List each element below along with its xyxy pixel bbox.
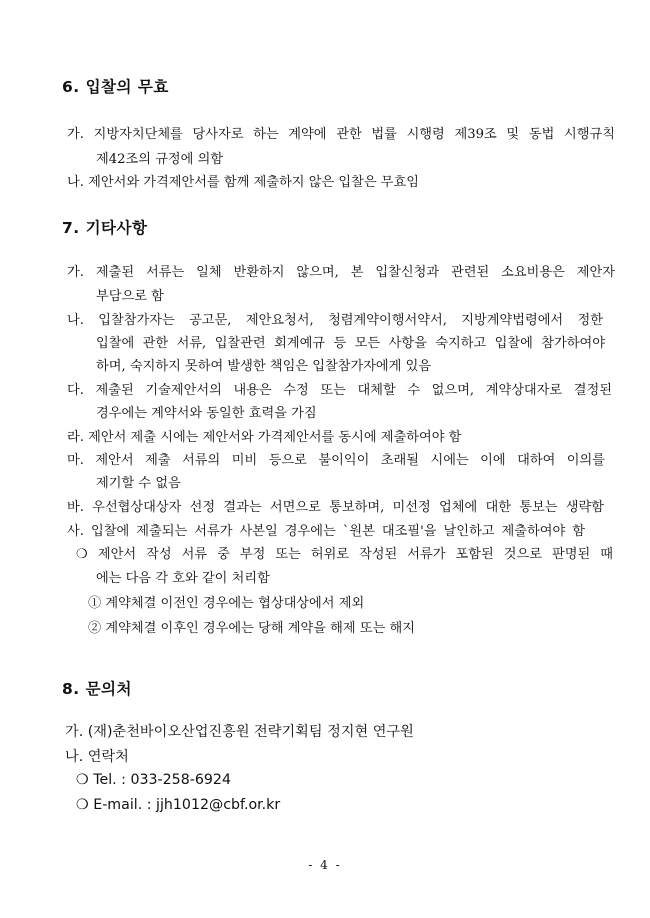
section-6-heading: 6. 입찰의 무효	[62, 78, 169, 96]
section-7-line: 나. 입찰참가자는 공고문, 제안요청서, 청렴계약이행서약서, 지방계약법령에서 정한	[67, 313, 603, 328]
contact-email: ❍ E-mail. : jjh1012@cbf.or.kr	[76, 797, 281, 813]
section-7-numbered-item: ② 계약체결 이후인 경우에는 당해 계약을 해제 또는 해지	[88, 621, 415, 636]
contact-phone: ❍ Tel. : 033-258-6924	[76, 772, 231, 788]
section-8-heading: 8. 문의처	[62, 680, 132, 698]
section-7-line: 에는 다음 각 호와 같이 처리함	[96, 571, 270, 586]
section-6-line: 제42조의 규정에 의함	[96, 152, 224, 167]
section-6-line: 가. 지방자치단체를 당사자로 하는 계약에 관한 법률 시행령 제39조 및 동법 시행규칙	[67, 127, 615, 142]
section-7-line: 다. 제출된 기술제안서의 내용은 수정 또는 대체할 수 없으며, 계약상대자로 결정된	[67, 383, 612, 398]
section-7-line: 사. 입찰에 제출되는 서류가 사본일 경우에는 `원본 대조필'을 날인하고 제출하여야 함	[67, 524, 585, 539]
section-7-line: 제기할 수 없음	[96, 476, 181, 491]
section-7-line: 부담으로 함	[96, 289, 164, 304]
contact-label: 나. 연락처	[65, 749, 129, 765]
section-7-line: 라. 제안서 제출 시에는 제안서와 가격제안서를 동시에 제출하여야 함	[67, 430, 462, 445]
section-7-line: 경우에는 계약서와 동일한 효력을 가짐	[96, 406, 317, 421]
section-7-line: 하며, 숙지하지 못하여 발생한 책임은 입찰참가자에게 있음	[96, 359, 432, 374]
section-7-line: 마. 제안서 제출 서류의 미비 등으로 불이익이 초래될 시에는 이에 대하여 이의를	[67, 453, 605, 468]
section-7-line: 가. 제출된 서류는 일체 반환하지 않으며, 본 입찰신청과 관련된 소요비용은 제안자	[67, 265, 615, 280]
section-7-heading: 7. 기타사항	[62, 219, 148, 237]
section-7-bullet-line: ❍ 제안서 작성 서류 중 부정 또는 허위로 작성된 서류가 포함된 것으로 판명된 때	[76, 547, 613, 562]
contact-organization: 가. (재)춘천바이오산업진흥원 전략기획팀 정지현 연구원	[65, 724, 414, 740]
section-7-line: 입찰에 관한 서류, 입찰관련 회계예규 등 모든 사항을 숙지하고 입찰에 참가하여야	[96, 336, 605, 351]
section-7-numbered-item: ① 계약체결 이전인 경우에는 협상대상에서 제외	[88, 596, 365, 611]
page-number: - 4 -	[308, 858, 342, 872]
section-6-line: 나. 제안서와 가격제안서를 함께 제출하지 않은 입찰은 무효임	[67, 175, 420, 190]
section-7-line: 바. 우선협상대상자 선정 결과는 서면으로 통보하며, 미선정 업체에 대한 통보는 생략함	[67, 500, 604, 515]
